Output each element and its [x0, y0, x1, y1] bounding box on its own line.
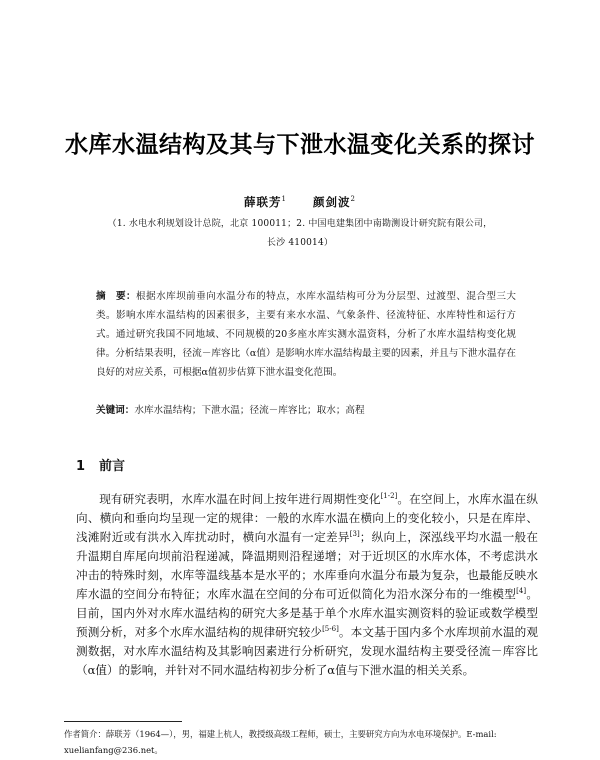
keywords-text: 水库水温结构；下泄水温；径流－库容比；取水；高程: [134, 405, 365, 416]
footnote-divider: [64, 721, 182, 722]
citation[interactable]: [3]: [349, 530, 360, 539]
affiliation-line: （1. 水电水利规划设计总院，北京 100011；2. 中国电建集团中南勘测设计研究院有限公司，: [107, 219, 493, 229]
section-number: 1: [76, 459, 86, 474]
author-affil-mark: 2: [350, 195, 356, 204]
abstract-label: 摘 要：: [96, 291, 137, 302]
paper-title: 水库水温结构及其与下泄水温变化关系的探讨: [65, 132, 535, 158]
author-name: 薛联芳: [244, 195, 282, 209]
keywords: [96, 401, 516, 420]
section-title: 前言: [99, 459, 126, 474]
abstract: [96, 287, 516, 382]
body-paragraph: [76, 490, 538, 680]
citation[interactable]: [5-6]: [322, 625, 339, 634]
author-affil-mark: 1: [281, 195, 287, 204]
author-line: [0, 194, 600, 210]
body-text-segment: 。目前，国内外对水库水温结构的研究大多是基于单个水库水温实测资料的验证或数学模型预测分析，对多个水库水温结构的规律研究较少: [76, 587, 538, 639]
body-text-segment: 。本文基于国内多个水库坝前水温的观测数据，对水库水温结构及其影响因素进行分析研究，发现水温结构主要受径流－库容比（α值）的影响，并针对不同水温结构初步分析了α值与下泄水温的相关关系。: [76, 625, 538, 677]
affiliation-line: 长沙 410014）: [266, 238, 334, 248]
citation[interactable]: [4]: [516, 587, 527, 596]
body-text-segment: 。在空间上，水库水温在纵向、横向和垂向均呈现一定的规律：一般的水库水温在横向上的变化较小，只是在库岸、浅滩附近或有洪水入库扰动时，横向水温有一定差异: [76, 492, 538, 544]
citation[interactable]: [1-2]: [380, 492, 398, 501]
section-heading: [76, 455, 125, 474]
body-text-segment: 现有研究表明，水库水温在时间上按年进行周期性变化: [99, 492, 381, 506]
abstract-text: 根据水库坝前垂向水温分布的特点，水库水温结构可分为分层型、过渡型、混合型三大类。影响水库水温结构的因素很多，主要有来水水温、气象条件、径流特征、水库特性和运行方式。通过研究我国不同地域、不同规模的20多座水库实测水温资料，分析了水库水温结构变化规律。分析结果表明，径流－库容比（α值）是影响水库水温结构最主要的因素，并且与下泄水温存在良好的对应关系，可根据α值初步估算下泄水温变化范围。: [96, 291, 517, 378]
keywords-label: 关键词：: [96, 405, 135, 416]
body-text-segment: ；纵向上，深泓线平均水温一般在升温期自库尾向坝前沿程递减，降温期则沿程递增；对于近坝区的水库水体，不考虑洪水冲击的特殊时刻，水库等温线基本是水平的；水库垂向水温分布最为复杂，也最能反映水库水温的空间分布特征；水库水温在空间的分布可近似简化为沿水深分布的一维模型: [76, 530, 538, 601]
affiliations: [100, 215, 500, 253]
footnote: 作者简介：薛联芳（1964—），男，福建上杭人，教授级高级工程师，硕士，主要研究方向为水电环境保护。E-mail: xuelianfang@236.net。: [64, 729, 497, 755]
author-name: 颜剑波: [313, 195, 351, 209]
